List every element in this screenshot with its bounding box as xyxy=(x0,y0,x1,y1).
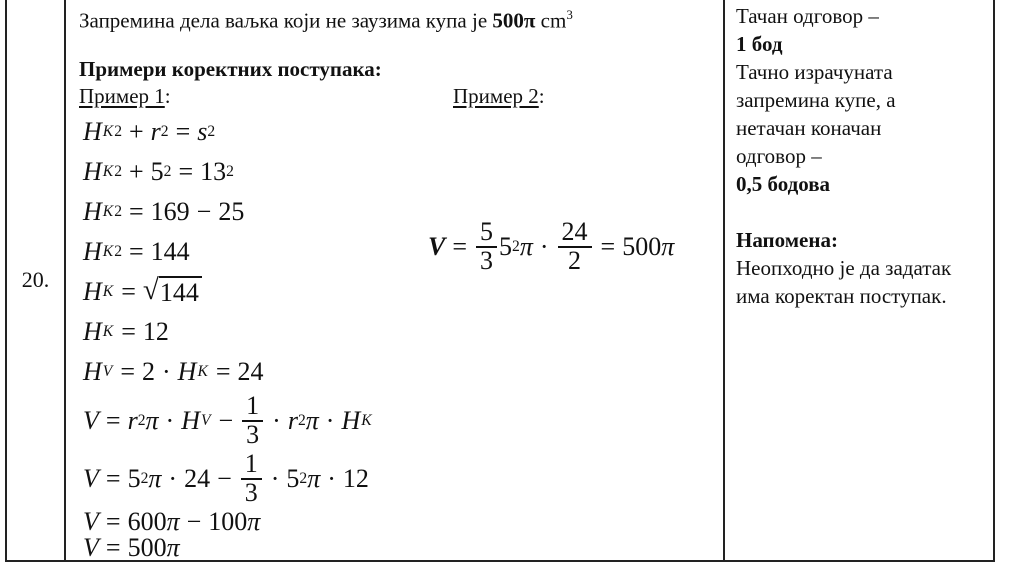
statement-unit: cm xyxy=(535,8,567,33)
math-token: 2 xyxy=(163,163,172,180)
math-token: 12 xyxy=(142,317,169,346)
note-line: има коректан поступак. xyxy=(736,284,947,308)
solution-cell xyxy=(66,0,723,560)
math-token: 2 xyxy=(160,123,169,140)
math-token: = xyxy=(105,406,121,435)
math-token: π xyxy=(305,406,319,435)
math-token: K xyxy=(102,323,114,340)
math-token: K xyxy=(102,123,114,140)
scoring-points-05: 0,5 бодова xyxy=(736,172,831,196)
task-number: 20. xyxy=(21,267,50,292)
math-token: 2 xyxy=(114,243,122,260)
math-token: K xyxy=(102,243,114,260)
math-token: π xyxy=(519,232,533,261)
math-token: H xyxy=(83,317,102,346)
fraction: $\frac{1}{3}$ xyxy=(242,393,263,448)
math-token: π xyxy=(661,232,675,261)
fraction: $\frac{24}{2}$ xyxy=(558,219,592,274)
math-token: H xyxy=(83,117,102,146)
statement-unit-exponent: 3 xyxy=(566,7,573,22)
math-token: V xyxy=(83,406,99,435)
math-token: · xyxy=(272,406,281,435)
math-token: · xyxy=(327,464,336,493)
note-header: Напомена: xyxy=(736,228,838,252)
math-token: · xyxy=(165,406,175,435)
math-token: V xyxy=(83,533,99,562)
math-token: 2 xyxy=(114,123,122,140)
math-token: π xyxy=(247,506,261,536)
math-token: r xyxy=(127,406,138,435)
formula-row-10 xyxy=(79,508,723,535)
math-token: = xyxy=(105,506,121,536)
example2-colon: : xyxy=(538,84,545,108)
example2-label-wrap xyxy=(453,82,545,110)
example1-label-wrap xyxy=(79,84,171,108)
examples-header: Примери коректних поступака: xyxy=(79,57,382,81)
math-token: 600 xyxy=(127,506,167,536)
fraction: $\frac{1}{3}$ xyxy=(241,451,262,506)
math-token: 2 xyxy=(207,123,216,140)
math-token: = xyxy=(121,317,136,346)
spacer xyxy=(79,34,723,56)
math-token: K xyxy=(197,363,208,380)
math-token: 25 xyxy=(218,197,245,226)
math-token: r xyxy=(150,117,161,146)
math-token: 2 xyxy=(299,470,308,487)
math-token: π xyxy=(145,406,159,435)
task-statement xyxy=(79,0,723,34)
math-token: = xyxy=(121,277,136,306)
math-token: − xyxy=(196,197,212,226)
math-token: · xyxy=(168,464,178,493)
math-token: 100 xyxy=(208,506,248,536)
math-token: · xyxy=(270,464,280,493)
example2-formula xyxy=(428,212,674,282)
math-token: H xyxy=(83,277,102,306)
fraction: $\frac{5}{3}$ xyxy=(476,219,497,274)
math-token: 13 xyxy=(200,157,227,186)
scoring-cell xyxy=(723,0,995,560)
spacer xyxy=(736,198,985,226)
formula-row-8 xyxy=(79,392,723,450)
math-token: 5 xyxy=(150,157,164,186)
math-token: K xyxy=(102,163,114,180)
grading-table xyxy=(5,0,995,562)
math-token: 2 xyxy=(114,163,122,180)
math-token: s xyxy=(197,117,208,146)
math-token: 5 xyxy=(286,464,300,493)
math-token: 144 xyxy=(150,237,190,266)
math-token: = xyxy=(600,232,616,261)
math-token: = xyxy=(105,533,121,562)
math-token: V xyxy=(102,363,113,380)
example1-label: Пример 1 xyxy=(79,84,165,108)
math-token: 2 xyxy=(297,412,306,429)
math-token: V xyxy=(83,506,99,536)
math-token: K xyxy=(361,412,372,429)
note-line: Неопходно је да задатак xyxy=(736,256,952,280)
math-token: = xyxy=(178,157,194,186)
math-token: π xyxy=(166,506,180,536)
example-labels-row xyxy=(79,82,723,112)
scoring-line: Тачно израчуната xyxy=(736,60,893,84)
math-token: π xyxy=(307,464,321,493)
statement-answer-value: 500π xyxy=(492,8,536,33)
formula-row-7 xyxy=(79,352,723,392)
math-token: − xyxy=(217,464,232,493)
formula-row-1 xyxy=(79,112,723,152)
math-token: 2 xyxy=(141,357,155,386)
math-token: · xyxy=(161,357,171,386)
math-token: V xyxy=(200,412,211,429)
math-token: π xyxy=(148,464,162,493)
math-token: V xyxy=(428,232,446,261)
math-token: 12 xyxy=(342,464,369,493)
math-token: + xyxy=(128,117,144,146)
scoring-line: нетачан коначан xyxy=(736,116,882,140)
math-token: K xyxy=(102,283,114,300)
math-token: H xyxy=(177,357,197,386)
formula-row-6 xyxy=(79,312,723,352)
statement-text: Запремина дела ваљка који не заузима купа је xyxy=(79,8,493,33)
math-token: H xyxy=(83,197,102,226)
math-token: 2 xyxy=(512,238,520,255)
math-token: + xyxy=(128,157,144,186)
math-token: = xyxy=(215,357,231,386)
example2-label: Пример 2 xyxy=(453,84,539,108)
math-token: 24 xyxy=(237,357,264,386)
math-token: 2 xyxy=(114,203,122,220)
math-token: · xyxy=(539,232,549,261)
math-token: H xyxy=(83,157,102,186)
scoring-line: одговор – xyxy=(736,144,822,168)
math-token: H xyxy=(83,237,102,266)
math-token: H xyxy=(341,406,361,435)
scoring-line: запремина купе, а xyxy=(736,88,896,112)
math-token: = xyxy=(128,197,144,226)
formula-row-11 xyxy=(79,535,723,561)
math-token: = xyxy=(452,232,468,261)
math-token: 500 xyxy=(127,533,167,562)
math-token: = xyxy=(120,357,135,386)
math-token: 5 xyxy=(499,232,513,261)
math-token: = xyxy=(175,117,191,146)
math-token: 24 xyxy=(184,464,211,493)
math-token: 2 xyxy=(226,163,234,180)
math-token: − xyxy=(218,406,234,435)
scoring-points-1: 1 бод xyxy=(736,32,783,56)
formula-row-2 xyxy=(79,152,723,192)
math-token: 2 xyxy=(137,412,146,429)
math-token: − xyxy=(186,506,202,536)
scoring-line: Тачан одговор – xyxy=(736,4,879,28)
math-token: 169 xyxy=(150,197,190,226)
example1-colon: : xyxy=(164,84,171,108)
math-token: K xyxy=(102,203,114,220)
math-token: 500 xyxy=(622,232,662,261)
math-token: 2 xyxy=(140,470,149,487)
math-token: = xyxy=(128,237,144,266)
math-token: V xyxy=(83,464,99,493)
square-root: √ 144 xyxy=(143,276,202,308)
math-token: H xyxy=(83,357,102,386)
math-token: 5 xyxy=(127,464,141,493)
formula-row-9 xyxy=(79,450,723,508)
math-token: = xyxy=(105,464,121,493)
task-number-cell xyxy=(5,0,66,560)
math-token: · xyxy=(325,406,335,435)
math-token: π xyxy=(166,533,180,562)
math-token: r xyxy=(287,406,298,435)
math-token: H xyxy=(181,406,200,435)
